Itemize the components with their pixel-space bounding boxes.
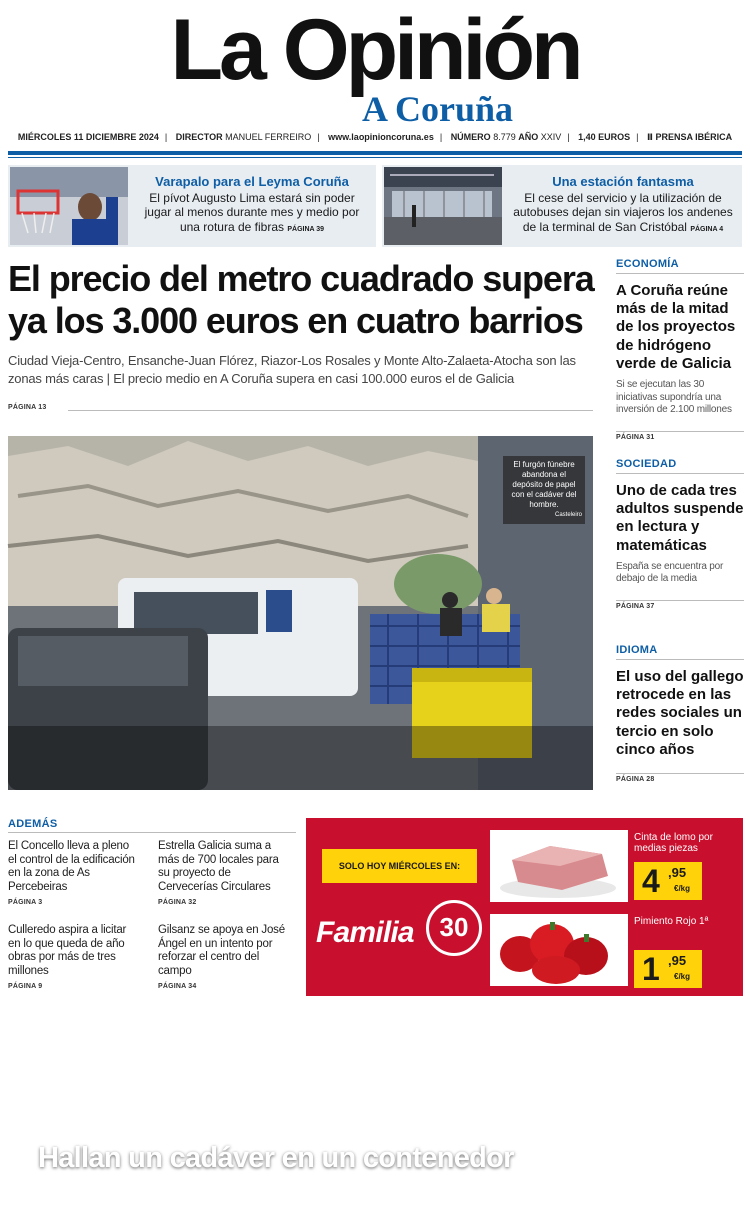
story-page: PÁGINA 31: [616, 433, 655, 441]
teaser-station[interactable]: [382, 165, 742, 247]
brief-item[interactable]: [158, 840, 288, 910]
station-photo: [384, 167, 502, 245]
section-divider: [616, 273, 744, 274]
photo-headline[interactable]: Hallan un cadáver en un contenedor: [38, 1142, 514, 1174]
caption-text: El furgón fúnebre abandona el depósito de papel con el cadáver del hombre.: [511, 460, 577, 509]
teaser-page: PÁGINA 39: [287, 225, 325, 233]
price-tag: [634, 950, 702, 988]
brief-text: Culleredo aspira a licitar en lo que queda de año obras por más de tres millones: [8, 924, 127, 977]
brief-page: PÁGINA 34: [158, 983, 197, 990]
year: XXIV: [540, 132, 562, 142]
director-name: MANUEL FERREIRO: [225, 132, 312, 142]
section-label: IDIOMA: [616, 644, 658, 656]
story-text: Si se ejecutan las 30 iniciativas supondría una inversión de 2.100 millones: [616, 379, 732, 416]
teaser-kicker: Una estación fantasma: [552, 174, 694, 189]
story-society[interactable]: [616, 458, 744, 610]
story-page: PÁGINA 37: [616, 603, 655, 610]
year-label: AÑO: [518, 132, 539, 142]
story-language[interactable]: [616, 644, 744, 783]
price-integer: 4: [642, 863, 660, 899]
story-divider: [616, 600, 744, 601]
price-tag: [634, 862, 702, 900]
story-divider: [616, 773, 744, 774]
ad-promo: SOLO HOY MIÉRCOLES EN:: [322, 849, 477, 883]
story-headline[interactable]: El uso del gallego retrocede en las redes sociales un tercio en solo cinco años: [616, 668, 744, 758]
photo-caption: [503, 456, 585, 524]
lead-divider: [68, 410, 593, 411]
lead-subhead: Ciudad Vieja-Centro, Ensanche-Juan Flórez, Riazor-Los Rosales y Monte Alto-Zalaeta-Atocha son las zonas más caras | El precio medio en A Coruña supera en casi 100.000 euros el de Galicia: [8, 353, 576, 386]
product-meat-photo: [490, 830, 628, 902]
price: 1,40 EUROS: [578, 132, 631, 142]
issue-number: 8.779: [493, 132, 516, 142]
price-unit: €/kg: [674, 884, 691, 893]
section-divider: [616, 659, 744, 660]
price-decimal: ,95: [668, 953, 687, 968]
masthead-rule: [8, 151, 742, 155]
section-label: SOCIEDAD: [616, 458, 677, 470]
brief-page: PÁGINA 32: [158, 899, 197, 906]
teaser-page: PÁGINA 4: [690, 225, 724, 233]
supermarket-ad[interactable]: [306, 818, 743, 996]
newspaper-edition: A Coruña: [362, 89, 514, 129]
publisher: PRENSA IBÉRICA: [655, 132, 733, 142]
masthead: [0, 0, 750, 150]
brief-item[interactable]: [8, 840, 138, 910]
product-peppers-photo: [490, 914, 628, 986]
story-headline[interactable]: Uno de cada tres adultos suspende en lectura y matemáticas: [616, 482, 744, 554]
brief-text: Estrella Galicia suma a más de 700 locales para su proyecto de Cervecerías Circulares: [158, 840, 279, 893]
story-headline[interactable]: A Coruña reúne más de la mitad de los proyectos de hidrógeno verde de Galicia: [616, 282, 736, 372]
teaser-text: [138, 175, 366, 237]
price-decimal: ,95: [668, 865, 687, 880]
photo-body: [73, 1186, 593, 1213]
basketball-photo: [10, 167, 128, 245]
story-economy[interactable]: [616, 258, 744, 441]
teaser-basketball[interactable]: [8, 165, 376, 247]
website-link[interactable]: www.laopinioncoruna.es: [328, 132, 434, 142]
photo-page: PÁGINAS: [331, 1203, 362, 1210]
brief-page: PÁGINA 3: [8, 899, 43, 906]
story-text: España se encuentra por debajo de la media: [616, 560, 724, 585]
teaser-kicker: Varapalo para el Leyma Coruña: [155, 174, 349, 189]
date: MIÉRCOLES 11 DICIEMBRE 2024: [17, 132, 159, 142]
ad-brand-logo: Familia: [316, 916, 414, 949]
story-divider: [616, 431, 744, 432]
section-divider: [616, 473, 744, 474]
brief-text: Gilsanz se apoya en José Ángel en un intento por reforzar el centro del campo: [158, 924, 285, 977]
publisher-icon: Ⅱ: [647, 132, 653, 142]
director-label: DIRECTOR: [175, 132, 223, 142]
teaser-body: El cese del servicio y la utilización de autobuses dejan sin viajeros los andenes de la terminal de San Cristóbal: [513, 190, 733, 234]
brief-page: PÁGINA 9: [8, 983, 43, 990]
photo-credit: Casteleiro: [554, 512, 582, 518]
ademas-divider: [8, 832, 296, 833]
issue-number-label: NÚMERO: [450, 132, 491, 142]
price-unit: €/kg: [674, 972, 691, 981]
product-name: Pimiento Rojo 1ª: [634, 916, 709, 927]
section-label: ECONOMÍA: [616, 258, 679, 270]
masthead-rule-thin: [8, 157, 742, 158]
section-label-ademas: ADEMÁS: [8, 818, 58, 830]
story-page: PÁGINA 28: [616, 776, 655, 784]
lead-page: PÁGINA 13: [8, 404, 47, 411]
teaser-body: El pívot Augusto Lima estará sin poder jugar al menos durante mes y medio por una rotura de fibras: [144, 190, 360, 234]
brief-item[interactable]: [158, 924, 288, 994]
brief-text: El Concello lleva a pleno el control de la edificación en la zona de As Percebeiras: [8, 840, 135, 893]
teaser-text: [512, 175, 734, 237]
ad-anniversary-badge: 30: [426, 900, 482, 956]
dateline: MIÉRCOLES 11 DICIEMBRE 2024 | DIRECTOR MANUEL FERREIRO | www.laopinioncoruna.es | NÚMERO 8.779 AÑO XXIV | 1,40 EUROS | Ⅱ PRENSA IBÉRICA: [17, 132, 733, 142]
price-integer: 1: [642, 951, 660, 987]
lead-headline[interactable]: El precio del metro cuadrado supera ya los 3.000 euros en cuatro barrios: [8, 258, 594, 341]
newspaper-logo[interactable]: La Opinión: [170, 2, 580, 98]
photo-body-text: El cuerpo del indigente no presentaba signos de violencia, más allá de los que le provocó el aplastamiento en el camión de recogida de papel en el que acabó el hombre de 41 años: [73, 1187, 581, 1211]
product-name: Cinta de lomo por medias piezas: [634, 832, 713, 854]
brief-item[interactable]: [8, 924, 138, 994]
